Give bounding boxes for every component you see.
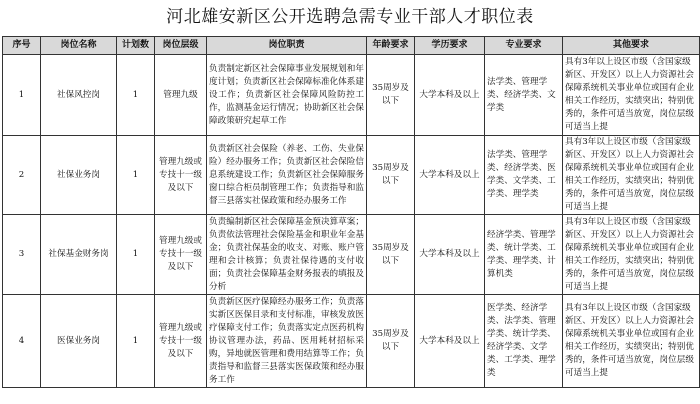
cell-name: 社保基金财务岗: [41, 215, 117, 295]
header-duty: 岗位职责: [207, 37, 367, 55]
header-major: 专业要求: [485, 37, 563, 55]
cell-duty: 负责新区社会保险（养老、工伤、失业保险）经办服务工作；负责新区社会保险信息系统建设工作；负责新区社会保障服务窗口综合柜员制管理工作；负责指导和监督三县落实社保政策和经办服务工作: [207, 136, 367, 215]
header-name: 岗位名称: [41, 37, 117, 55]
cell-name: 医保业务岗: [41, 295, 117, 388]
cell-major: 医学类、经济学类、法学类、管理学类、统计学类、经济学类、文学类、工学类、理学类: [485, 295, 563, 388]
header-no: 序号: [3, 37, 41, 55]
cell-no: 1: [3, 55, 41, 136]
cell-other: 具有3年以上设区市级（含国家级新区、开发区）以上人力资源社会保障系统机关事业单位或国有企业相关工作经历，实绩突出；特别优秀的，条件可适当放宽，岗位层级可适当上提: [563, 215, 700, 295]
cell-name: 社保风控岗: [41, 55, 117, 136]
cell-age: 35周岁及以下: [367, 136, 415, 215]
table-row: [3, 55, 700, 136]
cell-duty: 负责制定新区社会保障事业发展规划和年度计划；负责新区社会保障标准化体系建设工作；负责新区社会保障风险防控工作，监测基金运行情况；协助新区社会保障政策研究起草工作: [207, 55, 367, 136]
cell-edu: 大学本科及以上: [415, 136, 485, 215]
cell-level: 管理九级或专技十一级及以下: [155, 215, 207, 295]
cell-age: 35周岁及以下: [367, 55, 415, 136]
table-row: [3, 136, 700, 215]
cell-edu: 大学本科及以上: [415, 55, 485, 136]
cell-name: 社保业务岗: [41, 136, 117, 215]
cell-no: 3: [3, 215, 41, 295]
header-plan: 计划数: [117, 37, 155, 55]
cell-duty: 负责新区医疗保障经办服务工作；负责落实新区医保目录和支付标准，审核发放医疗保障支付工作；负责落实定点医药机构协议管理办法，药品、医用耗材招标采购，异地就医管理和费用结算等工作；负责指导和监督三县落实医保政策和经办服务工作: [207, 295, 367, 388]
cell-edu: 大学本科及以上: [415, 295, 485, 388]
cell-age: 35周岁及以下: [367, 295, 415, 388]
cell-plan: 1: [117, 215, 155, 295]
cell-plan: 1: [117, 55, 155, 136]
cell-other: 具有3年以上设区市级（含国家级新区、开发区）以上人力资源社会保障系统机关事业单位或国有企业相关工作经历，实绩突出；特别优秀的，条件可适当放宽，岗位层级可适当上提: [563, 55, 700, 136]
cell-edu: 大学本科及以上: [415, 215, 485, 295]
cell-no: 4: [3, 295, 41, 388]
table-row: [3, 215, 700, 295]
cell-plan: 1: [117, 295, 155, 388]
cell-level: 管理九级或专技十一级及以下: [155, 136, 207, 215]
header-age: 年龄要求: [367, 37, 415, 55]
page-title: 河北雄安新区公开选聘急需专业干部人才职位表: [166, 7, 534, 27]
cell-major: 经济学类、管理学类、统计学类、工学类、理学类、计算机类: [485, 215, 563, 295]
cell-level: 管理九级或专技十一级及以下: [155, 295, 207, 388]
cell-other: 具有3年以上设区市级（含国家级新区、开发区）以上人力资源社会保障系统机关事业单位或国有企业相关工作经历，实绩突出；特别优秀的，条件可适当放宽，岗位层级可适当上提: [563, 295, 700, 388]
header-other: 其他要求: [563, 37, 700, 55]
table-row: [3, 295, 700, 388]
header-level: 岗位层级: [155, 37, 207, 55]
cell-no: 2: [3, 136, 41, 215]
position-table: [2, 36, 700, 388]
cell-major: 法学类、管理学类、经济学类、文学类: [485, 55, 563, 136]
header-row: [3, 37, 700, 55]
cell-duty: 负责编制新区社会保障基金预决算草案；负责依法管理社会保险基金和职业年金基金；负责社保基金的收支、对账、账户管理和会计核算；负责社保待遇的支付收面；负责社会保障基金财务报表的填报及分析: [207, 215, 367, 295]
cell-age: 35周岁及以下: [367, 215, 415, 295]
cell-level: 管理九级: [155, 55, 207, 136]
cell-other: 具有3年以上设区市级（含国家级新区、开发区）以上人力资源社会保障系统机关事业单位或国有企业相关工作经历，实绩突出；特别优秀的，条件可适当放宽，岗位层级可适当上提: [563, 136, 700, 215]
cell-plan: 1: [117, 136, 155, 215]
cell-major: 法学类、管理学类、经济学类、医学类、文学类、工学类、理学类: [485, 136, 563, 215]
header-edu: 学历要求: [415, 37, 485, 55]
